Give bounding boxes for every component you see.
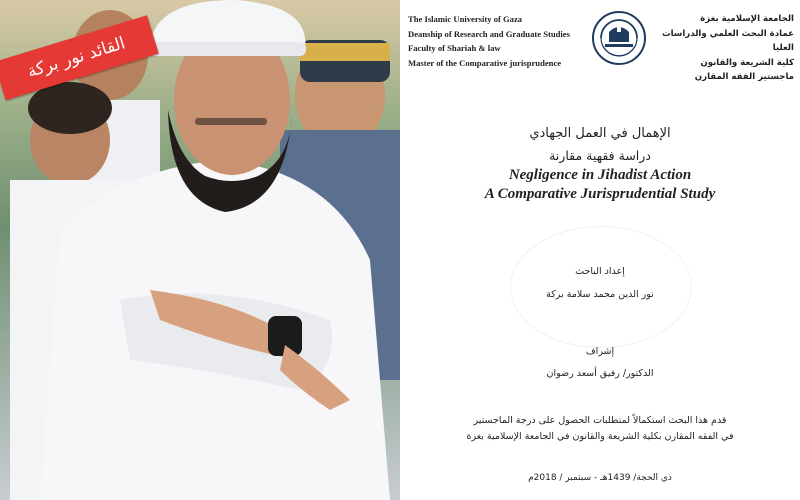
title-english-sub: A Comparative Jurisprudential Study [484,186,716,202]
header-ar-line-2: عمادة البحث العلمي والدراسات العليا [662,28,794,53]
header-en-line-2: Deanship of Research and Graduate Studies [408,28,570,39]
supervision-label: إشراف [585,346,615,357]
header-arabic [644,12,794,85]
header-ar-line-3: كلية الشريعة والقانون [700,57,794,68]
date-line: ذي الحجة/ 1439هـ - سبتمبر / 2018م [528,473,672,483]
prepared-by-label: إعداد الباحث [575,266,625,277]
supervisor-name: الدكتور/ رفيق أسعد رضوان [546,368,654,379]
banner-text: القائد نور بركة [25,33,128,83]
title-english-main: Negligence in Jihadist Action [508,167,692,183]
university-logo-icon [591,10,647,66]
submission-note-line-1: قدم هذا البحث استكمالاً لمتطلبات الحصول على درجة الماجستير [473,415,727,426]
thesis-cover [400,0,800,500]
header-english [408,12,598,70]
header-en-line-1: The Islamic University of Gaza [408,14,523,24]
title-arabic-sub: دراسة فقهية مقارنة [549,148,651,163]
header-ar-line-1: الجامعة الإسلامية بغزة [700,14,794,24]
researcher-name: نور الدين محمد سلامة بركة [546,289,654,300]
header-ar-line-4: ماجستير الفقه المقارن [694,72,794,82]
header-en-line-4: Master of the Comparative jurisprudence [408,57,562,68]
faint-watermark [510,226,692,348]
title-arabic-main: الإهمال في العمل الجهادي [529,126,671,141]
submission-note-line-2: في الفقه المقارن بكلية الشريعة والقانون في الجامعة الإسلامية بغزة [466,431,734,442]
header-en-line-3: Faculty of Shariah & law [408,43,501,53]
